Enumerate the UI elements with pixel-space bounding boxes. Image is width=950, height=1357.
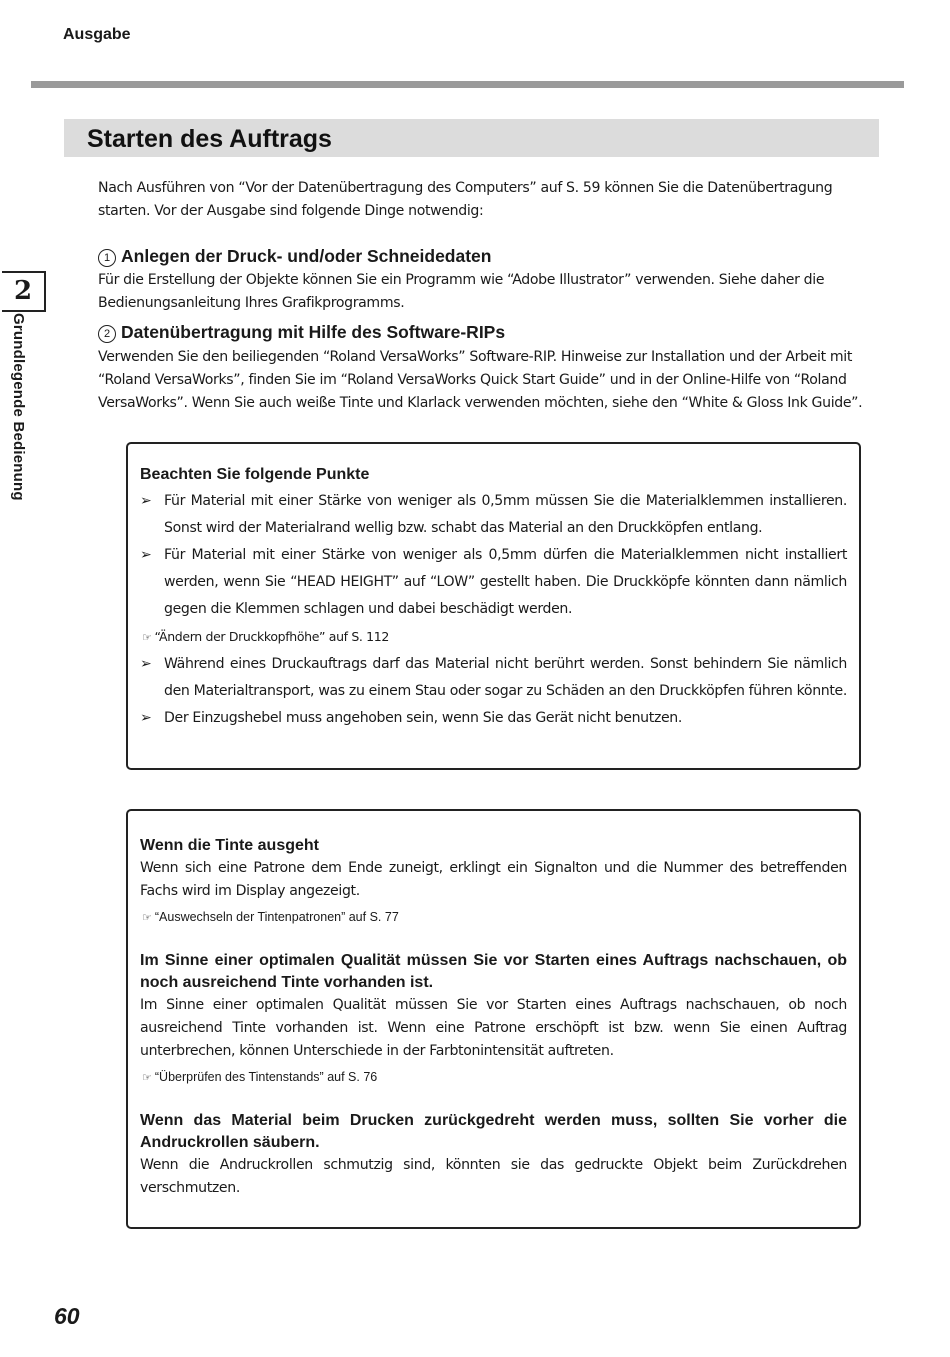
- section-text: Verwenden Sie den beiliegenden “Roland VersaWorks” Software-RIP. Hinweise zur Installation und der Arbeit mit “Roland VersaWorks”, finden Sie im “Roland VersaWorks Quick Start Guide” und in der Online-Hilfe von “Roland VersaWorks”. Wenn Sie auch weiße Tinte und Klarlack verwenden möchten, siehe den “White & Gloss Ink Guide”.: [98, 349, 863, 411]
- rollers-text: Wenn die Andruckrollen schmutzig sind, könnten sie das gedruckte Objekt beim Zurückdrehen verschmutzen.: [140, 1157, 847, 1196]
- page-reference[interactable]: ☞ “Ändern der Druckkopfhöhe” auf S. 112: [142, 629, 389, 644]
- intro-text: Nach Ausführen von “Vor der Datenübertragung des Computers” auf S. 59 können Sie die Datenübertragung starten. Vor der Ausgabe sind folgende Dinge notwendig:: [98, 180, 833, 219]
- section-heading-text: Datenübertragung mit Hilfe des Software-RIPs: [121, 322, 506, 342]
- circled-number-2: 2: [98, 325, 116, 343]
- section-heading-1: [98, 246, 491, 267]
- page-reference[interactable]: ☞ “Auswechseln der Tintenpatronen” auf S. 77: [142, 910, 399, 924]
- hand-pointer-icon: ☞: [142, 912, 152, 924]
- arrow-bullet-icon: ➢: [140, 547, 152, 563]
- hand-pointer-icon: ☞: [142, 631, 152, 644]
- chapter-number-tab: 2: [2, 271, 46, 312]
- notes-box: [126, 442, 861, 770]
- ink-box-text: Wenn sich eine Patrone dem Ende zuneigt, erklingt ein Signalton und die Nummer des betreffenden Fachs wird im Display angezeigt.: [140, 860, 847, 899]
- title-bar: [64, 119, 879, 157]
- hand-pointer-icon: ☞: [142, 1072, 152, 1084]
- page-number: 60: [54, 1303, 80, 1329]
- quality-heading: Im Sinne einer optimalen Qualität müssen Sie vor Starten eines Auftrags nachschauen, ob noch ausreichend Tinte vorhanden ist.: [140, 952, 847, 991]
- page-title: Starten des Auftrags: [87, 125, 332, 153]
- intro-paragraph: [98, 177, 870, 223]
- list-item: ➢ Für Material mit einer Stärke von weniger als 0,5mm dürfen die Materialklemmen nicht installiert werden, wenn Sie “HEAD HEIGHT” auf “LOW” gestellt haben. Die Druckköpfe könnten dann nämlich gegen die Klemmen schlagen und dabei beschädigt werden.: [140, 542, 847, 623]
- list-item: ➢ Während eines Druckauftrags darf das Material nicht berührt werden. Sonst behindern Sie nämlich den Materialtransport, was zu einem Stau oder sogar zu Schäden an den Druckköpfen führen könnte.: [140, 651, 847, 705]
- ink-box-title: Wenn die Tinte ausgeht: [140, 837, 319, 854]
- list-item: ➢ Für Material mit einer Stärke von weniger als 0,5mm müssen Sie die Materialklemmen installieren. Sonst wird der Materialrand wellig bzw. schabt das Material an den Druckköpfen entlang.: [140, 488, 847, 542]
- section-body-2: [98, 346, 870, 415]
- section-text: Für die Erstellung der Objekte können Sie ein Programm wie “Adobe Illustrator” verwenden. Siehe daher die Bedienungsanleitung Ihres Grafikprogramms.: [98, 272, 825, 311]
- section-body-1: [98, 269, 870, 315]
- section-heading-text: Anlegen der Druck- und/oder Schneidedaten: [121, 246, 492, 266]
- running-header: Ausgabe: [63, 26, 131, 43]
- arrow-bullet-icon: ➢: [140, 493, 152, 509]
- rollers-heading: Wenn das Material beim Drucken zurückgedreht werden muss, sollten Sie vorher die Andruckrollen säubern.: [140, 1112, 847, 1151]
- circled-number-1: 1: [98, 249, 116, 267]
- header-rule: [31, 81, 904, 88]
- chapter-title-vertical: Grundlegende Bedienung: [10, 313, 27, 501]
- section-heading-2: [98, 322, 505, 343]
- arrow-bullet-icon: ➢: [140, 656, 152, 672]
- notes-box-title: Beachten Sie folgende Punkte: [140, 466, 370, 483]
- page-reference[interactable]: ☞ “Überprüfen des Tintenstands” auf S. 76: [142, 1070, 378, 1084]
- list-item: ➢ Der Einzugshebel muss angehoben sein, wenn Sie das Gerät nicht benutzen.: [140, 705, 847, 732]
- ink-info-box: [126, 809, 861, 1229]
- quality-text: Im Sinne einer optimalen Qualität müssen Sie vor Starten eines Auftrags nachschauen, ob noch ausreichend Tinte vorhanden ist. Wenn eine Patrone erschöpft ist bzw. wenn Sie einen Auftrag unterbrechen, können Unterschiede in der Farbtonintensität auftreten.: [140, 997, 847, 1059]
- arrow-bullet-icon: ➢: [140, 710, 152, 726]
